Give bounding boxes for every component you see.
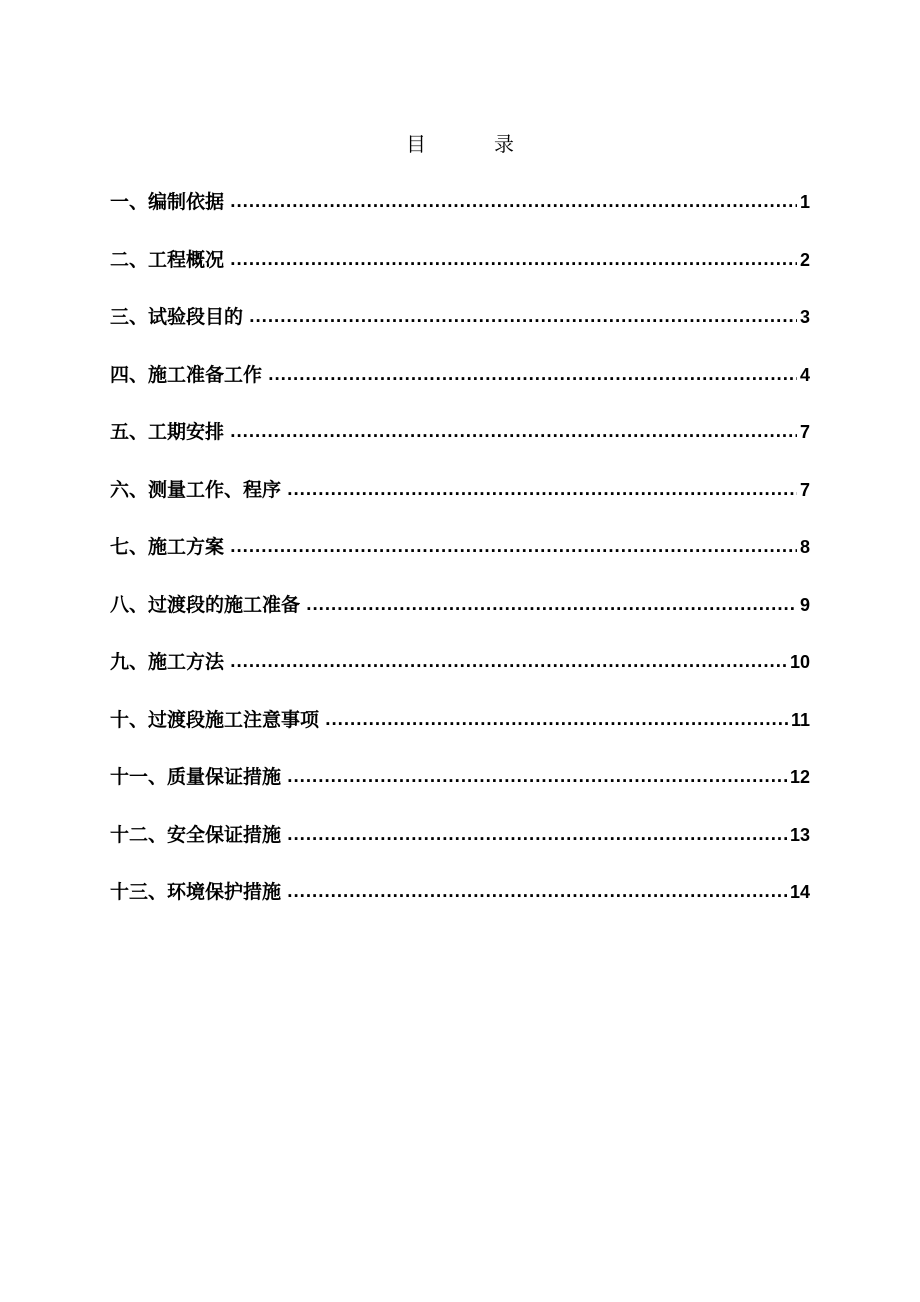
toc-entry-label: 六、测量工作、程序: [110, 478, 282, 501]
toc-entry-label: 九、施工方法: [110, 651, 225, 673]
toc-entry-2[interactable]: [110, 245, 810, 303]
toc-page-number: 7: [799, 479, 810, 500]
toc-dot-leader: [230, 193, 797, 211]
toc-dot-leader: [287, 883, 787, 901]
toc-page-number: 2: [799, 249, 810, 270]
toc-dot-leader: [287, 768, 787, 786]
page-title: [0, 128, 920, 157]
toc-entry-10[interactable]: [110, 705, 810, 763]
toc-entry-label: 四、施工准备工作: [110, 363, 263, 386]
toc-entry-5[interactable]: [110, 417, 810, 475]
toc-page-number: 13: [789, 824, 810, 845]
toc-dot-leader: [306, 596, 797, 614]
toc-dot-leader: [325, 711, 788, 729]
toc-entry-8[interactable]: [110, 590, 810, 648]
toc-dot-leader: [287, 826, 787, 844]
toc-entry-label: 十、过渡段施工注意事项: [110, 708, 320, 731]
toc-page-number: 11: [790, 709, 810, 730]
toc-entry-label: 十二、安全保证措施: [110, 823, 282, 846]
toc-entry-label: 三、试验段目的: [110, 306, 244, 328]
toc-page-number: 7: [799, 422, 810, 442]
toc-page-number: 8: [799, 537, 810, 557]
toc-dot-leader: [230, 251, 797, 269]
toc-page-number: 3: [799, 307, 810, 327]
toc-entry-6[interactable]: [110, 475, 810, 533]
toc-page-number: 1: [799, 192, 810, 212]
toc-entry-3[interactable]: [110, 302, 810, 360]
toc-entry-4[interactable]: [110, 360, 810, 418]
toc-dot-leader: [249, 308, 797, 326]
toc-page-number: 12: [789, 767, 810, 787]
toc-entry-label: 十三、环境保护措施: [110, 881, 282, 903]
toc-entry-7[interactable]: [110, 532, 810, 590]
toc-entry-1[interactable]: [110, 187, 810, 245]
toc-dot-leader: [268, 366, 797, 384]
toc-dot-leader: [230, 423, 797, 441]
toc-entry-9[interactable]: [110, 647, 810, 705]
toc-entry-12[interactable]: [110, 820, 810, 878]
toc-page-number: 10: [789, 652, 810, 672]
table-of-contents: [110, 187, 810, 935]
toc-entry-label: 五、工期安排: [110, 421, 225, 443]
toc-entry-label: 一、编制依据: [110, 191, 225, 213]
title-char-mu: 目: [406, 132, 426, 156]
toc-entry-13[interactable]: [110, 877, 810, 935]
toc-dot-leader: [287, 481, 797, 499]
toc-page-number: 14: [789, 882, 810, 902]
toc-dot-leader: [230, 653, 787, 671]
toc-page-number: 4: [799, 364, 810, 385]
toc-entry-label: 十一、质量保证措施: [110, 766, 282, 788]
toc-entry-label: 二、工程概况: [110, 248, 225, 271]
toc-entry-label: 八、过渡段的施工准备: [110, 593, 301, 616]
toc-entry-label: 七、施工方案: [110, 536, 225, 558]
toc-dot-leader: [230, 538, 797, 556]
toc-entry-11[interactable]: [110, 762, 810, 820]
toc-page-number: 9: [799, 594, 810, 615]
title-char-lu: 录: [494, 132, 514, 156]
